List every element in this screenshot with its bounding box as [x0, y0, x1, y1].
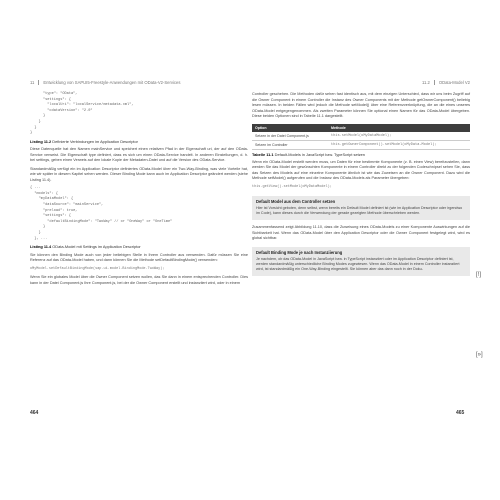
note-box-title: Default Model aus dem Controller setzen: [256, 198, 336, 204]
chapter-title: Entwicklung von SAPUI5-Freestyle-Anwendungen mit OData-V2-Services: [43, 80, 181, 85]
note-box-info: [252, 247, 470, 277]
table-header-option: Option: [252, 124, 328, 132]
listing-caption-2: Listing 11.4 OData-Model mit Settings im Application Descriptor: [30, 244, 141, 250]
code-line: "dataSource": "mainService",: [30, 202, 104, 207]
right-page: [252, 92, 470, 472]
header-separator: [38, 80, 39, 85]
code-line: }: [30, 131, 33, 136]
code-line: }: [30, 114, 46, 119]
paragraph: Standardmäßig verfügt ein im Application Descriptor definiertes OData-Model über ein Two-Way-Binding, was viele Vorteile hat, wie wir später in diesem Kapitel sehen werden. Dieser Binding Mode kann auch im Application Descriptor geändert werden (siehe Listing 11.4).: [30, 166, 248, 182]
note-box-title: Default Binding Mode je nach Instanziierung: [256, 249, 343, 255]
code-line: "preload": true,: [30, 208, 78, 213]
code-line: "defaultBindingMode": "TwoWay" // or "OneWay" or "OneTime": [30, 219, 173, 224]
code-line: "type": "OData",: [30, 92, 78, 96]
options-table: [252, 124, 470, 150]
running-head-left: [30, 80, 180, 85]
paragraph: Wenn ein OData-Model erstellt werden muss, um Daten für eine bestimmte Komponente (z. B. einen View) bereitzustellen, dann werden Sie das Model der gewünschten Komponente in einem Controller direkt zu der folgenden Codeschnipsel sehen Sie, dass das Setzen des Models auf eine einzelne Komponente ähnlich ist wie das Zuweisen an die Owner Component. Dazu wird die Methode setModel() aufgerufen und die Instanz des OData-Models als Parameter übergeben:: [252, 159, 470, 181]
note-box-text: Hier ist Vorsicht geboten, denn selbst, wenn bereits ein Default Model definiert ist (wie im Application Descriptor oder irgendwo im Code), kann dieses durch die Verwendung der gerade gezeigten Methode überschrieben werden.: [256, 205, 463, 215]
code-line: { ...: [30, 186, 41, 191]
code-line: "models": {: [30, 191, 59, 196]
inline-code: oMyModel.setDefaultBindingMode(sap.ui.model.BindingMode.TwoWay);: [30, 266, 165, 271]
header-separator: [434, 80, 435, 85]
paragraph: Sie können den Binding Mode auch von jeder beliebigen Stelle in Ihrem Controller aus verwenden. Dafür müssen Sie eine Referenz auf das OData-Model haben, und dann können Sie die Methode setDefaultBindingMode() verwenden:: [30, 252, 248, 262]
page-number-right: 465: [456, 410, 465, 416]
listing-caption-1: Listing 11.2 Definierte Verbindungen im Application Descriptor: [30, 138, 138, 144]
note-margin-icon: [»]: [476, 352, 483, 358]
table-row: [252, 140, 470, 149]
code-line: }: [30, 125, 37, 130]
code-line: "odataVersion": "2.0": [30, 108, 93, 113]
table-cell: this.getOwnerComponent().setModel(oMyData-Model);: [328, 140, 470, 149]
code-line: }, ...: [30, 236, 48, 241]
table-header-method: Methode: [328, 124, 470, 132]
table-cell: Setzen in der Datei Component.js: [252, 132, 328, 141]
chapter-number: 11: [30, 80, 35, 85]
table-caption: Tabelle 11.1 Default-Models in JavaScript bzw. TypeScript setzen: [252, 151, 365, 157]
note-box-text: Je nachdem, ob das OData-Model in JavaScript bzw. in TypeScript instanziiert oder im Application Descriptor definiert ist, werden standardmäßig unterschiedliche Binding Modes zugewiesen. Wenn das OData-Model in einem Controller instanziiert wird, ist standardmäßig ein One-Way-Binding eingestellt. Sie können aber das dann noch in der Doku-: [256, 256, 460, 272]
table-cell: Setzen im Controller: [252, 140, 328, 149]
code-line: "settings": {: [30, 214, 71, 219]
code-listing-1: [30, 92, 248, 137]
code-line: "localUri": "localService/metadata.xml",: [30, 103, 134, 108]
table-row: [252, 132, 470, 141]
code-line: }: [30, 119, 41, 124]
section-title: OData-Model V2: [438, 80, 470, 85]
code-line: }: [30, 230, 41, 235]
page-number-left: 464: [30, 410, 39, 416]
warning-margin-icon: [!]: [476, 272, 482, 278]
code-line: "myDataModel": {: [30, 197, 74, 202]
paragraph: Diese Datenquelle hat den Namen mainService und speichert einen relativen Pfad in der Eigenschaft uri, der auf den OData-Service verweist. Die Eigenschaft type definiert, dass es sich um einen OData-Service handelt. In anderen Einstellungen, d. h. bei settings, geben einen Verweis auf den lokale Kopie der Metadaten-Datei und auf die Version des OData-Service.: [30, 147, 248, 163]
section-number: 11.2: [421, 80, 430, 85]
note-box-warning: [252, 196, 470, 221]
paragraph: Wenn Sie ein globales Model über die Owner Component setzen wollen, das Sie dann in einem entsprechenden Controller. Dies kann in der Datei Component.js Ihre Component.js, bei der die Owner Component erstellt und instanziiert wird, oder in einem: [30, 275, 248, 285]
code-line: }: [30, 225, 46, 230]
table-cell: this.setModel(oMyDataModel);: [328, 132, 470, 141]
inline-code: this.getView().setModel(oMyDataModel);: [252, 184, 332, 189]
left-page: [30, 92, 248, 472]
paragraph: Zusammenfassend zeigt Abbildung 11.10, dass die Zuweisung eines OData-Models zu einer Komponente Auswirkungen auf die Sichtbarkeit hat. Wenn das OData-Model über den Application Descriptor oder die Owner Component festgelegt wird, wird es global sichtbar.: [252, 225, 470, 241]
paragraph: Controller geschehen. Die Methoden dafür sehen fast identisch aus, mit dem einzigen Unterschied, dass wir uns beim Zugriff auf die Owner Component in einem Controller die Instanz des Owner Components mit der Methode getOwnerComponent() beliebig lesen müssen. In beiden Fällen wird jedoch die Methode setModel() über eine Referenzverknüpfung, die an die eines unseres OData-Model entgegengenommen. Als zweiten Parameter können Sie optional einen Namen für das OData-Model übergeben. Diese beiden Optionen sind in Tabelle 11.1 dargestellt.: [252, 92, 470, 118]
code-listing-2: [30, 186, 248, 242]
code-line: "settings": {: [30, 97, 71, 102]
running-head-right: [252, 80, 470, 85]
